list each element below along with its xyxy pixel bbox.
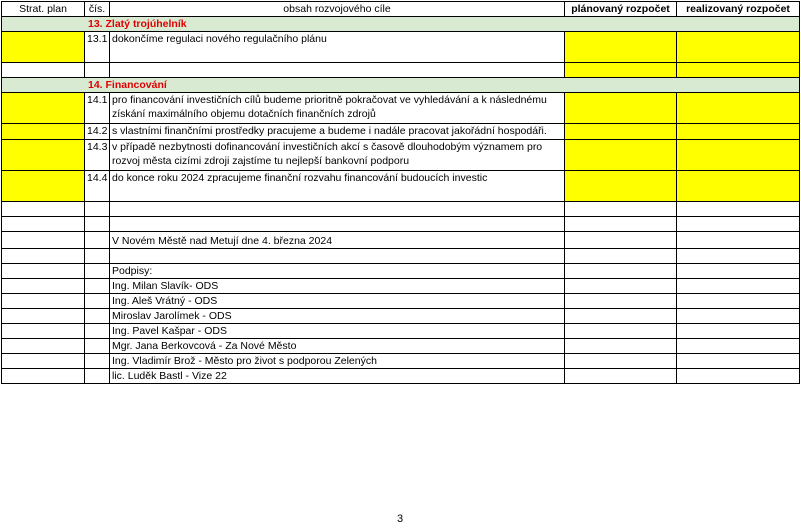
signature-line: lic. Luděk Bastl - Vize 22 bbox=[110, 369, 565, 384]
table-row bbox=[2, 354, 800, 369]
table-row bbox=[2, 63, 800, 78]
col-header-realizovany: realizovaný rozpočet bbox=[677, 2, 800, 17]
col-header-strat: Strat. plan bbox=[2, 2, 85, 17]
section-title: 13. Zlatý trojúhelník bbox=[88, 18, 187, 30]
table-row bbox=[2, 324, 800, 339]
section-row bbox=[2, 17, 800, 32]
planned-budget-cell bbox=[565, 140, 677, 171]
item-text-line: rozvoj města cizími zdroji zajstíme tu nejlepší bankovní podporu bbox=[112, 155, 410, 167]
item-text-line: získání maximálního objemu dotačních finančních zdrojů bbox=[112, 108, 376, 120]
planned-budget-cell bbox=[565, 93, 677, 124]
signature-line: Mgr. Jana Berkovcová - Za Nové Město bbox=[110, 339, 565, 354]
strat-cell bbox=[2, 32, 85, 63]
strat-cell bbox=[2, 171, 85, 202]
planned-budget-cell bbox=[565, 124, 677, 140]
realized-budget-cell bbox=[677, 171, 800, 202]
table-row bbox=[2, 171, 800, 202]
realized-budget-cell bbox=[677, 32, 800, 63]
signature-line: Ing. Aleš Vrátný - ODS bbox=[110, 294, 565, 309]
item-text: dokončíme regulaci nového regulačního plánu bbox=[110, 32, 565, 63]
document-table bbox=[1, 1, 800, 384]
table-row bbox=[2, 294, 800, 309]
item-number: 14.2 bbox=[85, 124, 110, 140]
section-title: 14. Financování bbox=[88, 79, 167, 91]
table-row bbox=[2, 140, 800, 171]
table-row bbox=[2, 369, 800, 384]
table-row bbox=[2, 279, 800, 294]
realized-budget-cell bbox=[677, 124, 800, 140]
section-row bbox=[2, 78, 800, 93]
planned-budget-cell bbox=[565, 171, 677, 202]
strat-cell bbox=[2, 140, 85, 171]
item-number: 13.1 bbox=[85, 32, 110, 63]
item-text-line: v případě nezbytnosti dofinancování investičních akcí s časově dlouhodobým významem pro bbox=[112, 141, 543, 153]
realized-budget-cell bbox=[677, 140, 800, 171]
col-header-planovany: plánovaný rozpočet bbox=[565, 2, 677, 17]
signature-line: Ing. Milan Slavík- ODS bbox=[110, 279, 565, 294]
planned-budget-cell bbox=[565, 63, 677, 78]
table-row bbox=[2, 217, 800, 232]
table-row bbox=[2, 32, 800, 63]
item-number: 14.4 bbox=[85, 171, 110, 202]
strat-cell bbox=[2, 93, 85, 124]
realized-budget-cell bbox=[677, 93, 800, 124]
item-text: s vlastními finančními prostředky pracujeme a budeme i nadále pracovat jakořádní hospodáři. bbox=[110, 124, 565, 140]
item-text: do konce roku 2024 zpracujeme finanční rozvahu financování budoucích investic bbox=[110, 171, 565, 202]
col-header-cis: čís. bbox=[85, 2, 110, 17]
table-row bbox=[2, 309, 800, 324]
item-text-line: pro financování investičních cílů budeme prioritně pokračovat ve vyhledávání a k následnému bbox=[112, 94, 547, 106]
item-text bbox=[110, 140, 565, 171]
table-row bbox=[2, 232, 800, 249]
header-row bbox=[2, 2, 800, 17]
strat-cell bbox=[2, 124, 85, 140]
item-number: 14.1 bbox=[85, 93, 110, 124]
signatures-label: Podpisy: bbox=[110, 264, 565, 279]
col-header-obsah: obsah rozvojového cíle bbox=[110, 2, 565, 17]
place-date: V Novém Městě nad Metují dne 4. března 2024 bbox=[110, 232, 565, 249]
signature-line: Ing. Pavel Kašpar - ODS bbox=[110, 324, 565, 339]
signature-line: Miroslav Jarolímek - ODS bbox=[110, 309, 565, 324]
table-row bbox=[2, 264, 800, 279]
realized-budget-cell bbox=[677, 63, 800, 78]
table-row bbox=[2, 93, 800, 124]
table-row bbox=[2, 249, 800, 264]
page-number: 3 bbox=[396, 513, 404, 525]
table-row bbox=[2, 339, 800, 354]
table-row bbox=[2, 202, 800, 217]
item-number: 14.3 bbox=[85, 140, 110, 171]
table-row bbox=[2, 124, 800, 140]
planned-budget-cell bbox=[565, 32, 677, 63]
signature-line: Ing. Vladimír Brož - Město pro život s podporou Zelených bbox=[110, 354, 565, 369]
item-text bbox=[110, 93, 565, 124]
